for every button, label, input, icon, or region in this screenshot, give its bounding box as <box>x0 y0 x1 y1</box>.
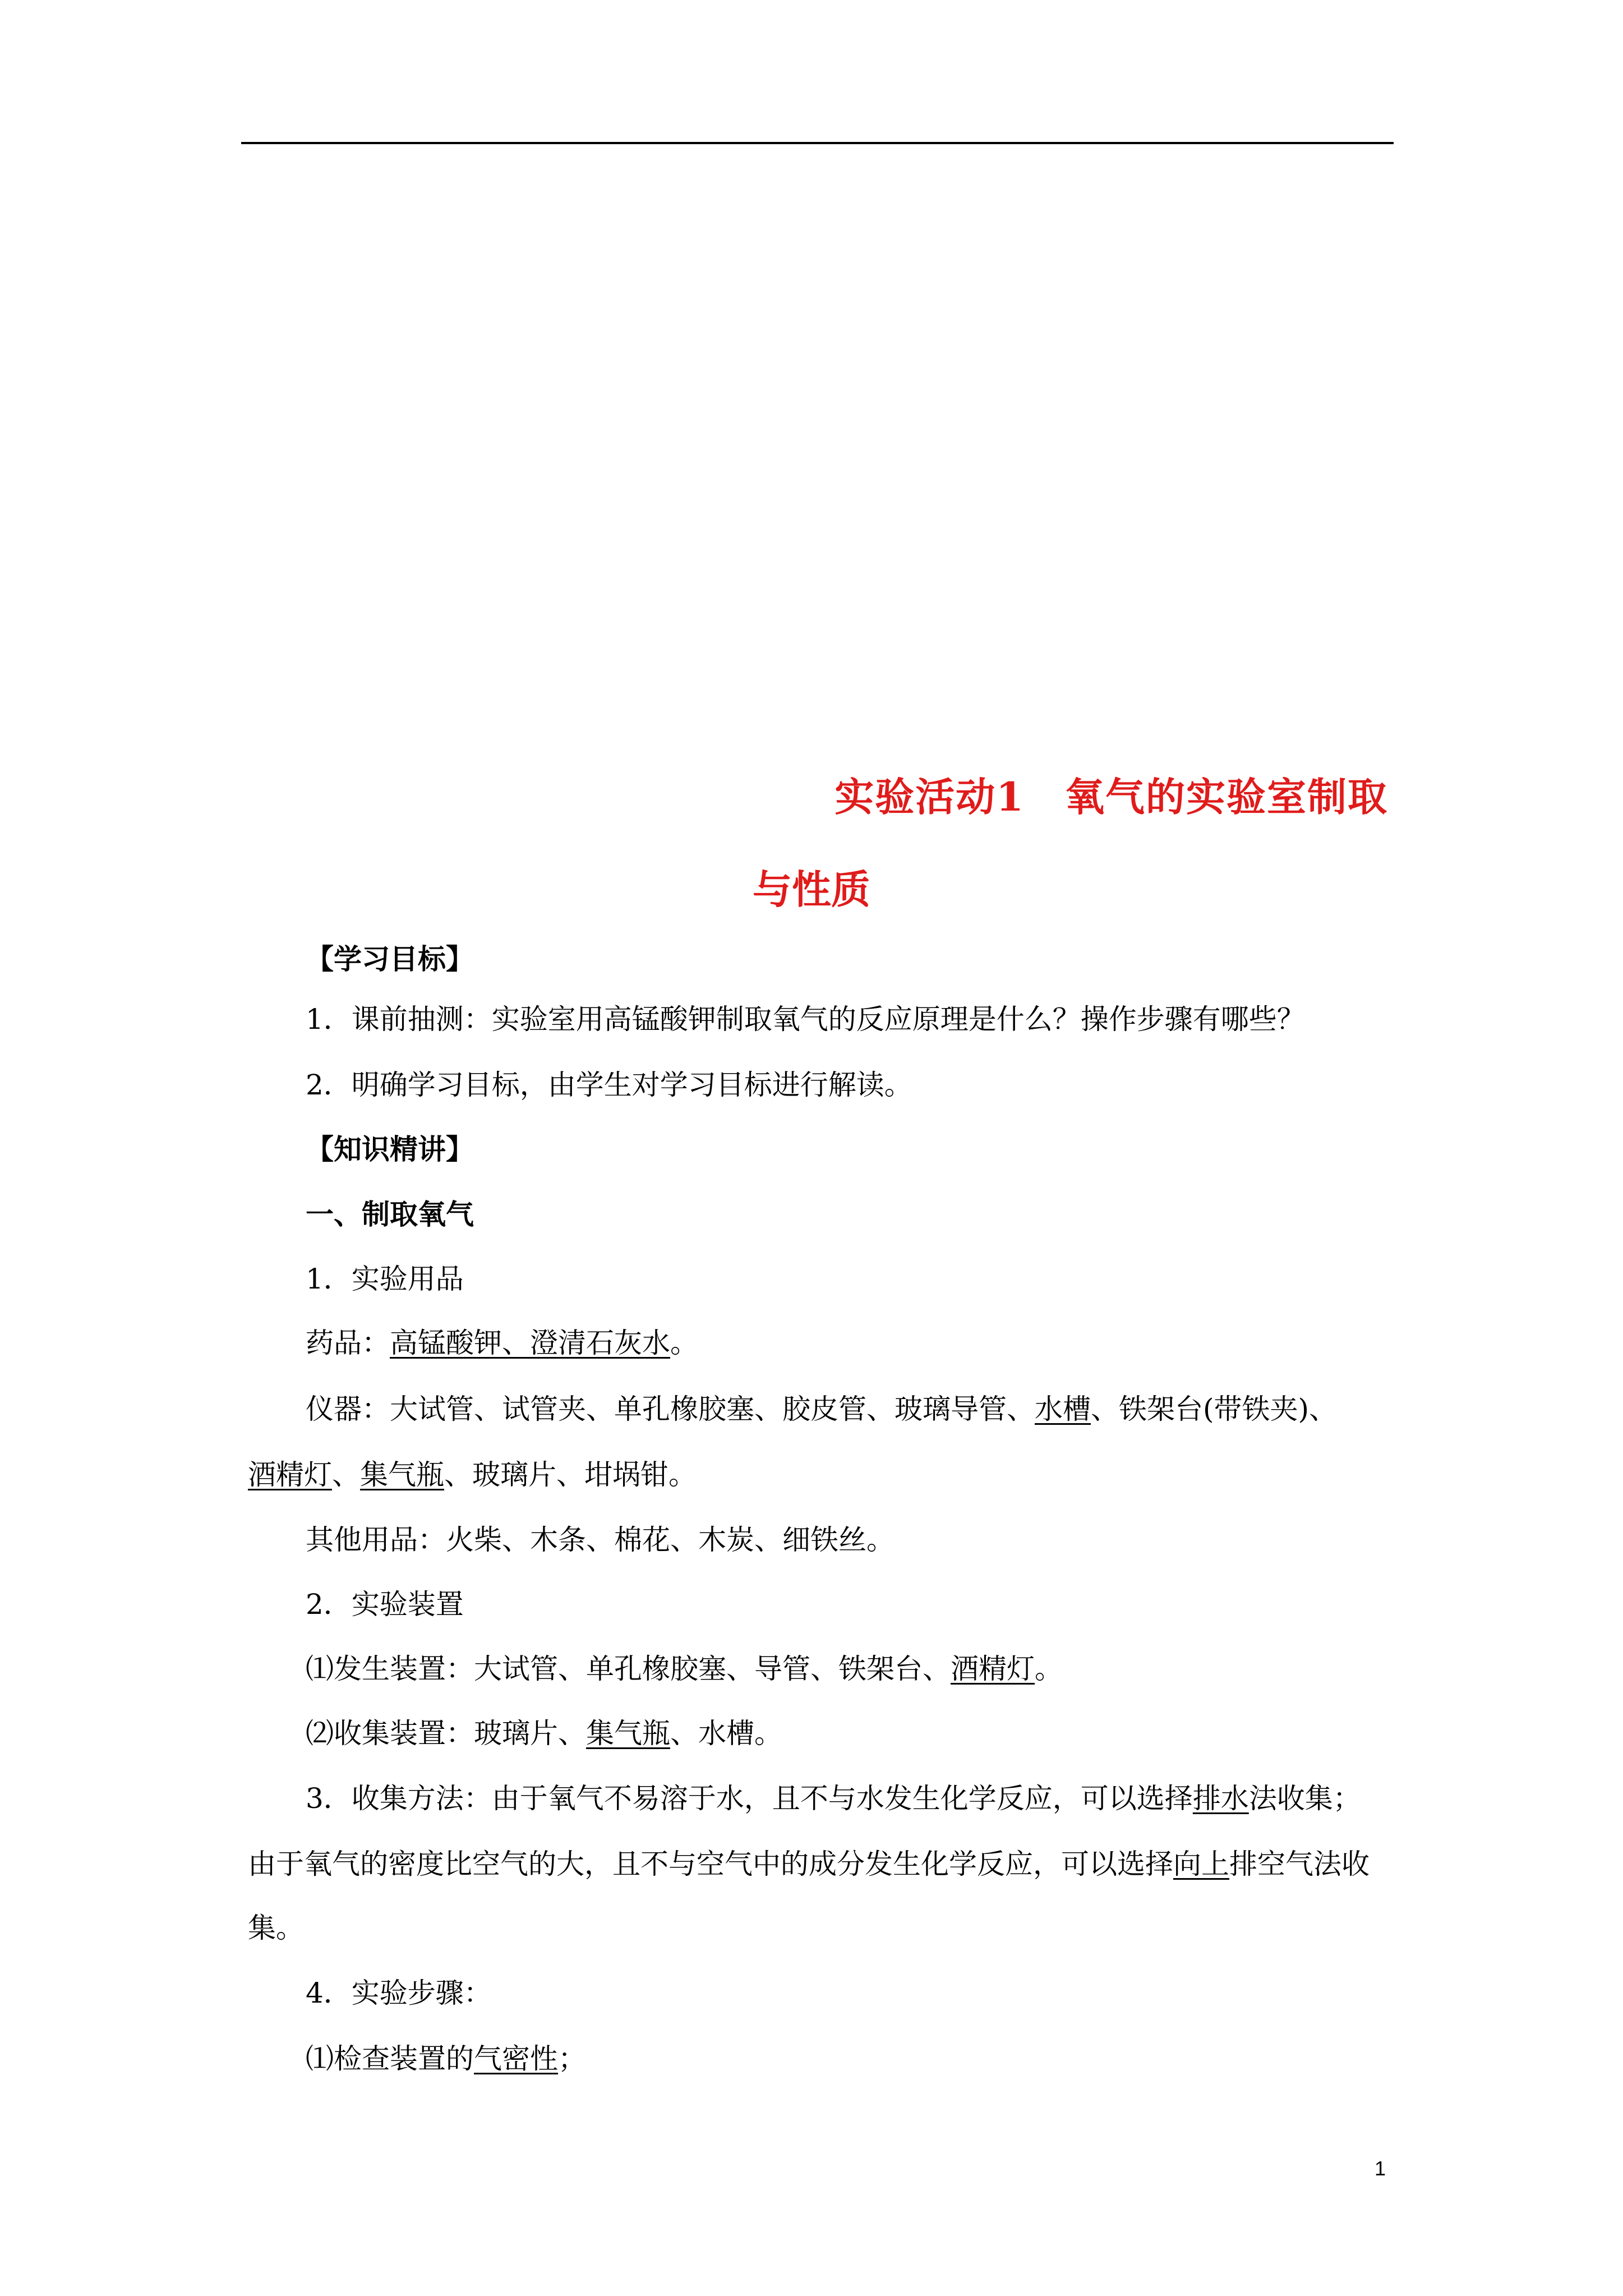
goal-1: 1．课前抽测：实验室用高锰酸钾制取氧气的反应原理是什么？操作步骤有哪些？ <box>306 1003 1305 1036</box>
drugs-label: 药品： <box>306 1327 390 1359</box>
drug-potassium-permanganate: 高锰酸钾 <box>390 1327 502 1359</box>
method-water-displacement: 排水 <box>1192 1782 1249 1815</box>
instruments-text-3: 、玻璃片、坩埚钳。 <box>444 1458 697 1491</box>
knowledge-heading: 【知识精讲】 <box>306 1133 474 1166</box>
part1-heading: 一、制取氧气 <box>306 1198 474 1231</box>
instrument-water-tank: 水槽 <box>1035 1393 1091 1425</box>
drugs-line <box>306 1326 698 1360</box>
item-4-title: 4．实验步骤： <box>306 1977 492 2009</box>
generator-text: ⑴发生装置：大试管、单孔橡胶塞、导管、铁架台、 <box>306 1653 951 1685</box>
drug-separator: 、 <box>502 1327 530 1359</box>
step-1-end: ； <box>558 2042 586 2075</box>
item-2-title: 2．实验装置 <box>306 1588 464 1621</box>
instrument-alcohol-lamp: 酒精灯 <box>248 1458 332 1491</box>
collector-text: ⑵收集装置：玻璃片、 <box>306 1717 586 1750</box>
instrument-gas-bottle: 集气瓶 <box>360 1458 444 1491</box>
page-number: 1 <box>1375 2157 1386 2180</box>
step-1-line <box>306 2042 586 2076</box>
instrument-separator: 、 <box>332 1458 360 1491</box>
goals-heading: 【学习目标】 <box>306 942 474 976</box>
collector-text-2: 、水槽。 <box>670 1717 782 1750</box>
method-line-1 <box>306 1782 1361 1815</box>
instruments-text: 仪器：大试管、试管夹、单孔橡胶塞、胶皮管、玻璃导管、 <box>306 1393 1035 1425</box>
goal-2: 2．明确学习目标，由学生对学习目标进行解读。 <box>306 1069 912 1101</box>
collector-gas-bottle: 集气瓶 <box>586 1717 670 1750</box>
document-title-line2: 与性质 <box>753 866 870 913</box>
drugs-end: 。 <box>670 1327 698 1359</box>
collector-line <box>306 1717 782 1750</box>
method-upward: 向上 <box>1173 1848 1229 1880</box>
header-rule <box>241 142 1394 144</box>
method-text-3: 由于氧气的密度比空气的大，且不与空气中的成分发生化学反应，可以选择 <box>248 1848 1173 1880</box>
item-1-title: 1．实验用品 <box>306 1263 464 1295</box>
document-title-line1: 实验活动1 氧气的实验室制取 <box>834 774 1388 820</box>
other-items-line: 其他用品：火柴、木条、棉花、木炭、细铁丝。 <box>306 1524 895 1556</box>
method-text-2: 法收集； <box>1248 1782 1361 1815</box>
method-line-2 <box>248 1847 1370 1881</box>
method-text: 3．收集方法：由于氧气不易溶于水，且不与水发生化学反应，可以选择 <box>306 1782 1193 1815</box>
method-line-3: 集。 <box>248 1912 304 1944</box>
generator-end: 。 <box>1035 1653 1063 1685</box>
generator-alcohol-lamp: 酒精灯 <box>951 1653 1035 1685</box>
drug-limewater: 澄清石灰水 <box>530 1327 670 1359</box>
generator-line <box>306 1652 1063 1686</box>
instruments-line-2 <box>248 1458 697 1492</box>
step-1-text: ⑴检查装置的 <box>306 2042 474 2075</box>
method-text-4: 排空气法收 <box>1229 1848 1370 1880</box>
instruments-text-2: 、铁架台(带铁夹)、 <box>1091 1393 1338 1425</box>
step-1-airtightness: 气密性 <box>474 2042 558 2075</box>
instruments-line-1 <box>306 1392 1337 1426</box>
